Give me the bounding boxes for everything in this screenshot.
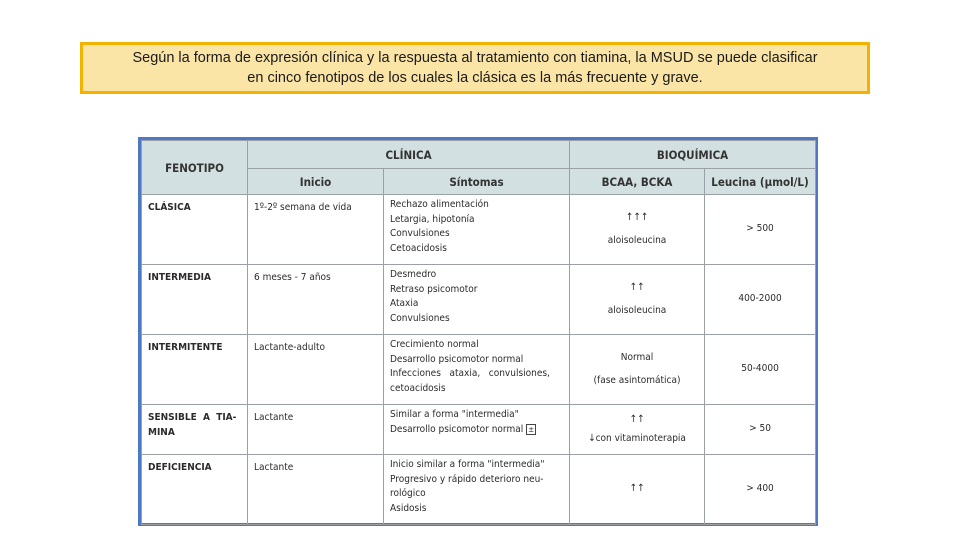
symptom: Asidosis bbox=[390, 502, 427, 514]
row-leucina: 400-2000 bbox=[705, 265, 816, 335]
row-sintomas bbox=[384, 405, 570, 455]
header-clinica: CLÍNICA bbox=[248, 141, 570, 169]
phenotype-table-frame bbox=[138, 137, 818, 526]
row-inicio: Lactante bbox=[248, 455, 384, 525]
bcaa-arrows: ↑↑ bbox=[629, 282, 645, 293]
symptom: cetoacidosis bbox=[390, 382, 446, 394]
bcaa-arrows: ↑↑ bbox=[629, 414, 645, 425]
row-bcaa bbox=[570, 405, 705, 455]
symptom: Inicio similar a forma "intermedia" bbox=[390, 459, 545, 470]
callout-line-1: Según la forma de expresión clínica y la respuesta al tratamiento con tiamina, la MSUD se puede clasificar bbox=[132, 50, 818, 66]
row-bcaa bbox=[570, 195, 705, 265]
intro-callout bbox=[80, 42, 870, 94]
symptom: Progresivo y rápido deterioro neu- bbox=[390, 473, 544, 485]
bcaa-note: (fase asintomática) bbox=[593, 374, 681, 386]
header-leucina: Leucina (µmol/L) bbox=[705, 169, 816, 195]
header-fenotipo: FENOTIPO bbox=[142, 141, 248, 195]
row-bcaa bbox=[570, 455, 705, 525]
fenotipo-line: MINA bbox=[148, 426, 175, 438]
row-inicio: 6 meses - 7 años bbox=[248, 265, 384, 335]
symptom: Crecimiento normal bbox=[390, 339, 479, 350]
symptom: Similar a forma "intermedia" bbox=[390, 409, 519, 420]
header-sintomas: Síntomas bbox=[384, 169, 570, 195]
symptom bbox=[390, 423, 563, 438]
row-leucina: > 50 bbox=[705, 405, 816, 455]
row-fenotipo: CLÁSICA bbox=[142, 195, 248, 265]
row-leucina: > 500 bbox=[705, 195, 816, 265]
phenotype-table bbox=[141, 140, 816, 525]
symptom: rológico bbox=[390, 488, 426, 499]
bcaa-note: aloisoleucina bbox=[607, 234, 667, 246]
bcaa-arrows: ↑↑↑ bbox=[625, 212, 649, 223]
bcaa-arrows: ↑↑ bbox=[629, 483, 645, 495]
table-row bbox=[142, 195, 816, 265]
symptom: Retraso psicomotor bbox=[390, 283, 478, 295]
table-row bbox=[142, 405, 816, 455]
row-fenotipo: INTERMEDIA bbox=[142, 265, 248, 335]
row-inicio: Lactante-adulto bbox=[248, 335, 384, 405]
symptom: Desmedro bbox=[390, 269, 437, 280]
row-fenotipo: INTERMITENTE bbox=[142, 335, 248, 405]
symptom: Rechazo alimentación bbox=[390, 199, 489, 210]
symptom: Convulsiones bbox=[390, 312, 450, 324]
row-inicio: Lactante bbox=[248, 405, 384, 455]
row-fenotipo bbox=[142, 405, 248, 455]
table-row bbox=[142, 455, 816, 525]
header-inicio: Inicio bbox=[248, 169, 384, 195]
callout-line-2: en cinco fenotipos de los cuales la clásica es la más frecuente y grave. bbox=[247, 70, 703, 86]
symptom: Desarrollo psicomotor normal bbox=[390, 353, 524, 365]
table-row bbox=[142, 265, 816, 335]
row-fenotipo: DEFICIENCIA bbox=[142, 455, 248, 525]
symptom: Convulsiones bbox=[390, 228, 450, 239]
symptom: Ataxia bbox=[390, 298, 419, 309]
table-row bbox=[142, 335, 816, 405]
row-bcaa bbox=[570, 335, 705, 405]
symptom-text: Desarrollo psicomotor normal bbox=[390, 423, 524, 435]
symptom: Infecciones ataxia, convulsiones, bbox=[390, 368, 550, 379]
bcaa-note: ↓con vitaminoterapia bbox=[588, 432, 686, 444]
row-sintomas bbox=[384, 195, 570, 265]
symptom: Letargia, hipotonía bbox=[390, 213, 475, 225]
row-sintomas bbox=[384, 335, 570, 405]
row-sintomas bbox=[384, 455, 570, 525]
fenotipo-line: SENSIBLE A TIA- bbox=[148, 412, 237, 423]
bcaa-note: aloisoleucina bbox=[607, 304, 667, 316]
header-bioquimica: BIOQUÍMICA bbox=[570, 141, 816, 169]
row-bcaa bbox=[570, 265, 705, 335]
row-leucina: > 400 bbox=[705, 455, 816, 525]
row-inicio: 1º-2º semana de vida bbox=[248, 195, 384, 265]
row-sintomas bbox=[384, 265, 570, 335]
row-leucina: 50-4000 bbox=[705, 335, 816, 405]
symptom: Cetoacidosis bbox=[390, 242, 447, 254]
plus-minus-box: ± bbox=[528, 424, 535, 434]
header-bcaa: BCAA, BCKA bbox=[570, 169, 705, 195]
bcaa-value: Normal bbox=[620, 352, 654, 363]
